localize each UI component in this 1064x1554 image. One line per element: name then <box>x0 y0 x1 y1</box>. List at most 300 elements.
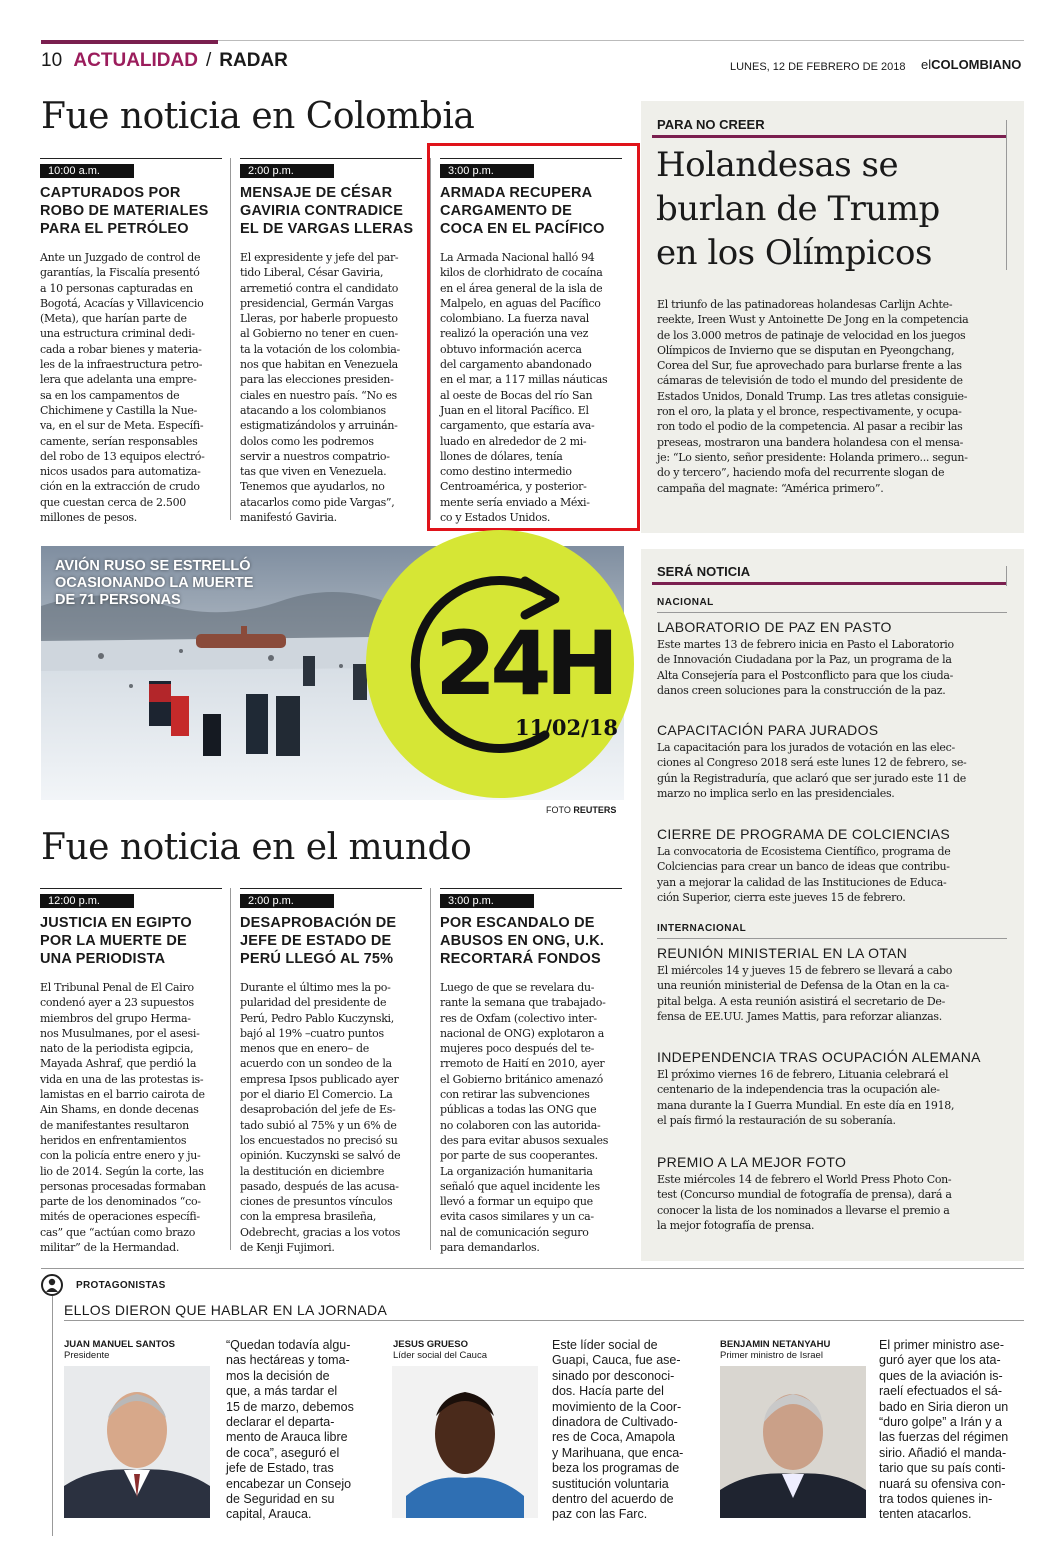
text-line: La Armada Nacional halló 94 <box>440 251 595 264</box>
text-line: yan a mejorar la calidad de las Instituciones de Educa- <box>657 875 947 889</box>
text-line: en el mar, a 117 millas náuticas <box>440 373 608 387</box>
text-line: reekte, Ireen Wust y Antoinette De Jong en la competencia <box>657 313 969 327</box>
text-line: Ante un Juzgado de control de <box>40 251 201 264</box>
person-icon <box>41 1274 63 1296</box>
time-label: 3:00 p.m. <box>440 164 534 178</box>
title-line: Holandesas se <box>656 145 899 185</box>
time-stamp <box>440 888 622 907</box>
text-line: condenó ayer a 23 supuestos <box>40 996 194 1010</box>
text-line: La organización humanitaria <box>440 1164 593 1178</box>
news-body <box>40 250 222 525</box>
text-line: garantías, la Fiscalía presentó <box>40 266 200 280</box>
text-line: Centroamérica, y posterior- <box>440 480 587 494</box>
internacional-label: INTERNACIONAL <box>657 923 747 934</box>
person-text <box>879 1338 1049 1523</box>
person-name: JESUS GRUESO <box>393 1339 468 1350</box>
section-name: ACTUALIDAD <box>73 50 198 71</box>
text-line: menos que en enero– de <box>240 1042 369 1056</box>
headline-line: GAVIRIA CONTRADICE <box>240 203 404 219</box>
text-line: nato de la periodista egipcia, <box>40 1042 194 1056</box>
text-line: dos. Hacía parte del <box>552 1384 664 1399</box>
person-role: Presidente <box>64 1350 110 1361</box>
caption-line: AVIÓN RUSO SE ESTRELLÓ <box>55 558 251 574</box>
text-line: el país firmó la restauración de su soberanía. <box>657 1113 896 1127</box>
column-divider <box>230 158 231 520</box>
text-line: realizó la operación una vez <box>440 327 589 341</box>
news-body <box>240 980 422 1255</box>
text-line: señaló que aquel incidente les <box>440 1179 600 1193</box>
text-line: parte de los denominados “co- <box>40 1195 201 1209</box>
text-line: presidencial, Germán Vargas <box>240 296 394 310</box>
person-text <box>226 1338 396 1523</box>
headline-line: POR ESCANDALO DE <box>440 915 595 931</box>
news-headline <box>240 914 422 968</box>
text-line: ción en la extracción de crudo <box>40 480 200 494</box>
text-line: El Tribunal Penal de El Cairo <box>40 981 194 994</box>
brand-logo <box>921 57 1021 72</box>
text-line: atacarlos como pide Vargas”, <box>240 495 395 509</box>
brand-name: COLOMBIANO <box>931 57 1022 72</box>
text-line: dolos como les podremos <box>240 434 374 448</box>
text-line: Chichimene y Castilla la Nue- <box>40 403 197 417</box>
text-line: des para evitar abusos sexuales <box>440 1133 609 1147</box>
time-stamp <box>40 888 222 907</box>
text-line: danos creen soluciones para la construcción de la paz. <box>657 683 946 697</box>
colombia-section-title: Fue noticia en Colombia <box>41 96 475 137</box>
text-line: por parte de sus cooperantes. <box>440 1149 598 1163</box>
text-line: sinado por desconoci- <box>552 1368 675 1383</box>
time-label: 12:00 p.m. <box>40 894 134 908</box>
text-line: con retirar las subvenciones <box>440 1088 590 1102</box>
text-line: La capacitación para los jurados de votación en las elec- <box>657 741 955 754</box>
text-line: fensa de EE.UU. James Mattis, para reforzar alianzas. <box>657 1009 942 1023</box>
text-line: bajó al 19% –cuatro puntos <box>240 1026 384 1040</box>
item-body <box>657 963 1017 1024</box>
text-line: manifestó Gaviria. <box>240 511 337 525</box>
text-line: Odebrecht, gracias a los votos <box>240 1225 401 1239</box>
text-line: luado en alrededor de 2 mi- <box>440 434 587 448</box>
text-line: del cargamento abandonado <box>440 358 592 372</box>
item-body <box>657 637 1017 698</box>
headline-line: CARGAMENTO DE <box>440 203 573 219</box>
item-body <box>657 844 1017 905</box>
text-line: sirio. Añadió el manda- <box>879 1445 1007 1460</box>
text-line: Este martes 13 de febrero inicia en Pasto el Laboratorio <box>657 638 954 651</box>
protagonistas-subtitle: ELLOS DIERON QUE HABLAR EN LA JORNADA <box>64 1302 388 1318</box>
text-line: Corea del Sur, fue aprovechado para burlarse frente a las <box>657 359 962 373</box>
credit-source: REUTERS <box>573 805 617 815</box>
text-line: 15 de marzo, debemos <box>226 1399 354 1414</box>
time-label: 10:00 a.m. <box>40 164 134 178</box>
text-line: al Gobierno no tener en cuen- <box>240 327 398 341</box>
text-line: mente sería enviado a Méxi- <box>440 495 590 509</box>
colombia-news-2 <box>240 158 422 525</box>
text-line: la mejor fotografía de prensa. <box>657 1218 815 1232</box>
sera-noticia-item <box>657 722 1017 801</box>
text-line: Luego de que se revelara du- <box>440 981 595 994</box>
24h-date: 11/02/18 <box>515 715 619 740</box>
text-line: Alta Consejería para el Postconflicto para que los ciuda- <box>657 668 954 682</box>
text-line: El primer ministro ase- <box>879 1338 1005 1352</box>
24h-label: 24H <box>435 612 614 715</box>
subsection-name: RADAR <box>219 50 288 71</box>
panel-accent-rule <box>652 582 1007 585</box>
news-headline <box>440 914 622 968</box>
para-no-creer-tag: PARA NO CREER <box>657 117 765 132</box>
text-line: encabezar un Consejo <box>226 1476 352 1491</box>
headline-line: ROBO DE MATERIALES <box>40 203 209 219</box>
page-number: 10 <box>41 50 63 71</box>
headline-line: EL DE VARGAS LLERAS <box>240 221 414 237</box>
protagonistas-tag: PROTAGONISTAS <box>76 1280 166 1291</box>
text-line: de manifestantes resultaron <box>40 1118 189 1132</box>
top-accent-bar <box>41 40 218 44</box>
text-line: centenario de la independencia tras la ocupación ale- <box>657 1083 940 1097</box>
text-line: colombiano. La fuerza naval <box>440 312 589 326</box>
page-header <box>41 50 288 72</box>
title-line: en los Olímpicos <box>656 233 932 273</box>
text-line: acuerdo con un sondeo de la <box>240 1057 392 1071</box>
person-role: Primer ministro de Israel <box>720 1350 823 1361</box>
person-role: Líder social del Cauca <box>393 1350 487 1361</box>
text-line: preseas, mostraron una bandera holandesa con el mensa- <box>657 435 964 449</box>
text-line: que cuestan cerca de 2.500 <box>40 495 186 509</box>
item-headline: CAPACITACIÓN PARA JURADOS <box>657 722 879 738</box>
mundo-news-1 <box>40 888 222 1255</box>
text-line: desaprobación del jefe de Es- <box>240 1103 396 1117</box>
text-line: do y tercero”, haciendo mofa del recurrente slogan de <box>657 466 945 480</box>
text-line: de Innovación Ciudadana por la Paz, un programa de la <box>657 653 952 667</box>
text-line: una reunión ministerial de Defensa de la Otan en la ca- <box>657 979 949 993</box>
headline-line: UNA PERIODISTA <box>40 951 166 967</box>
text-line: como destino intermedio <box>440 465 572 479</box>
news-body <box>240 250 422 525</box>
person-name: JUAN MANUEL SANTOS <box>64 1339 176 1350</box>
text-line: por el diario El Comercio. La <box>240 1088 393 1102</box>
text-line: sa en los campamentos de <box>40 388 180 402</box>
text-line: opinión. Kuczynski se salvó de <box>240 1149 401 1163</box>
text-line: Mayada Ashraf, que perdió la <box>40 1057 197 1071</box>
text-line: Olímpicos de Invierno que se disputan en Pyeongchang, <box>657 343 955 357</box>
text-line: raelí efectuados el sá- <box>879 1384 1002 1399</box>
text-line: nas hectáreas y toma- <box>226 1353 350 1368</box>
text-line: mos la decisión de <box>226 1368 330 1383</box>
person-name: BENJAMIN NETANYAHU <box>720 1339 831 1350</box>
text-line: kilos de clorhidrato de cocaína <box>440 266 603 280</box>
text-line: que, a más tardar el <box>226 1384 338 1399</box>
text-line: llones de dólares, tenía <box>440 449 563 463</box>
protagonistas-rule <box>41 1268 1024 1269</box>
text-line: no colaboren con las autorida- <box>440 1118 601 1132</box>
text-line: camente, serían responsables <box>40 434 198 448</box>
text-line: declarar el departa- <box>226 1415 335 1430</box>
issue-date: LUNES, 12 DE FEBRERO DE 2018 <box>730 61 906 73</box>
text-line: ciones al Congreso 2018 será este lunes 12 de febrero, se- <box>657 756 967 770</box>
headline-line: RECORTARÁ FONDOS <box>440 951 601 967</box>
text-line: pularidad del presidente de <box>240 996 387 1010</box>
text-line: tra todos quienes in- <box>879 1492 993 1507</box>
text-line: con la policía entre enero y ju- <box>40 1149 201 1163</box>
text-line: cada a robar bienes y materia- <box>40 342 202 356</box>
category-rule <box>657 612 1007 613</box>
text-line: Lleras, por haberle propuesto <box>240 312 398 326</box>
santos-photo <box>64 1366 210 1518</box>
text-line: lamistas en el barrio cairota de <box>40 1088 205 1102</box>
text-line: nos que habitan en Venezuela <box>240 358 398 372</box>
text-line: las fuerzas del régimen <box>879 1430 1009 1445</box>
person-text <box>552 1338 722 1523</box>
text-line: Ain Shams, en donde decenas <box>40 1103 199 1117</box>
text-line: La convocatoria de Ecosistema Científico, programa de <box>657 845 951 858</box>
text-line: movimiento de la Coor- <box>552 1399 682 1414</box>
text-line: tas que viven en Venezuela. <box>240 465 387 479</box>
title-line: burlan de Trump <box>656 189 940 229</box>
text-line: “duro golpe” a Irán y a <box>879 1415 1002 1430</box>
text-line: de los 3.000 metros de patinaje de velocidad en los juegos <box>657 328 966 342</box>
headline-line: JUSTICIA EN EGIPTO <box>40 915 192 931</box>
mundo-section-title: Fue noticia en el mundo <box>41 827 472 868</box>
text-line: tenten atacarlos. <box>879 1507 972 1522</box>
text-line: Guapi, Cauca, fue ase- <box>552 1353 681 1368</box>
item-headline: REUNIÓN MINISTERIAL EN LA OTAN <box>657 945 908 961</box>
text-line: mento de Arauca libre <box>226 1430 348 1445</box>
text-line: millones de pesos. <box>40 511 137 525</box>
text-line: nos Musulmanes, por el asesi- <box>40 1026 200 1040</box>
time-label: 3:00 p.m. <box>440 894 534 908</box>
text-line: vida en una de las protestas is- <box>40 1072 204 1086</box>
text-line: tario que su país conti- <box>879 1461 1006 1476</box>
text-line: El triunfo de las patinadoreas holandesas Carlijn Achte- <box>657 298 953 311</box>
text-line: arremetió contra el candidato <box>240 281 399 295</box>
text-line: test (Concurso mundial de fotografía de prensa), dará a <box>657 1188 952 1202</box>
text-line: va, en el sur de Meta. Específi- <box>40 419 204 433</box>
headline-line: PERÚ LLEGÓ AL 75% <box>240 951 394 967</box>
para-no-creer-body <box>657 297 1013 496</box>
text-line: para demandarlos. <box>440 1241 540 1255</box>
news-body <box>440 980 622 1255</box>
news-headline <box>40 914 222 968</box>
sera-noticia-item <box>657 945 1017 1024</box>
text-line: ron el oro, la plata y el bronce, respectivamente, y ocupa- <box>657 405 962 419</box>
credit-prefix: FOTO <box>546 805 571 815</box>
text-line: nuará su ofensiva con- <box>879 1476 1006 1491</box>
text-line: Perú, Pedro Pablo Kuczynski, <box>240 1011 394 1025</box>
text-line: una estructura criminal dedi- <box>40 327 195 341</box>
text-line: de Kenji Fujimori. <box>240 1241 335 1255</box>
sera-noticia-tag: SERÁ NOTICIA <box>657 564 751 579</box>
time-label: 2:00 p.m. <box>240 164 334 178</box>
text-line: ciones de presuntos vínculos <box>240 1195 393 1209</box>
text-line: ción Superior, cierra este jueves 15 de febrero. <box>657 890 906 904</box>
colombia-news-1 <box>40 158 222 525</box>
text-line: Estados Unidos, Donald Trump. Las tres atletas consiguie- <box>657 389 968 403</box>
protagonistas-sub-rule <box>64 1320 1024 1321</box>
para-no-creer-title <box>656 143 1006 275</box>
text-line: ta la votación de los colombia- <box>240 342 400 356</box>
text-line: nal de comunicación seguro <box>440 1225 589 1239</box>
text-line: ques de la aviación is- <box>879 1368 1003 1383</box>
item-body <box>657 740 1017 801</box>
headline-line: CAPTURADOS POR <box>40 185 181 201</box>
text-line: del robo de 13 equipos electró- <box>40 449 205 463</box>
text-line: res de Oxfam (colectivo inter- <box>440 1011 597 1025</box>
text-line: tado subió al 75% y un 6% de <box>240 1118 397 1132</box>
mundo-news-3 <box>440 888 622 1255</box>
text-line: Este líder social de <box>552 1338 658 1352</box>
text-line: pasado, después de las acusa- <box>240 1179 399 1193</box>
text-line: cámaras de televisión de todo el mundo del presidente de <box>657 374 963 388</box>
text-line: El próximo viernes 16 de febrero, Lituania celebrará el <box>657 1068 949 1081</box>
text-line: ron todo el podio de la competencia. Al pasar a recibir las <box>657 420 963 434</box>
text-line: heridos en enfrentamientos <box>40 1133 187 1147</box>
text-line: Durante el último mes la po- <box>240 981 391 994</box>
text-line: El expresidente y jefe del par- <box>240 251 399 264</box>
text-line: Este miércoles 14 de febrero el World Press Photo Con- <box>657 1173 952 1186</box>
text-line: públicas a todas las ONG que <box>440 1103 597 1117</box>
text-line: Tenemos que ayudarlos, no <box>240 480 385 494</box>
text-line: el Gobierno británico amenazó <box>440 1072 604 1086</box>
headline-line: DESAPROBACIÓN DE <box>240 915 397 931</box>
text-line: nacional de ONG) explotaron a <box>440 1026 605 1040</box>
time-stamp <box>240 158 422 177</box>
text-line: marzo no implica serlo en las presidenciales. <box>657 786 895 800</box>
panel-side-rule <box>1006 566 1007 586</box>
text-line: El miércoles 14 y jueves 15 de febrero se llevará a cabo <box>657 964 953 977</box>
brand-prefix: el <box>921 57 932 72</box>
text-line: mana durante la I Guerra Mundial. En este día en 1918, <box>657 1098 955 1112</box>
text-line: gún la Registraduría, que aclaró que ser jurado este 11 de <box>657 771 967 785</box>
text-line: los encuestados no precisó su <box>240 1133 398 1147</box>
text-line: estigmatizándolos y arruinán- <box>240 419 398 433</box>
text-line: de coca”, aseguró el <box>226 1445 340 1460</box>
headline-line: ABUSOS EN ONG, U.K. <box>440 933 605 949</box>
text-line: campaña del magnate: “América primero”. <box>657 481 884 495</box>
24h-badge <box>365 529 635 799</box>
text-line: res de Coca, Amapola <box>552 1430 675 1445</box>
text-line: Juan en el litoral Pacífico. El <box>440 403 589 417</box>
netanyahu-photo <box>720 1366 866 1518</box>
text-line: mités de operaciones específi- <box>40 1210 200 1224</box>
text-line: obtuvo información acerca <box>440 342 582 356</box>
text-line: lio de 2014. Según la corte, las <box>40 1164 204 1178</box>
text-line: atacando a los colombianos <box>240 403 386 417</box>
highlight-box <box>427 143 640 531</box>
text-line: de Seguridad en su <box>226 1492 335 1507</box>
grueso-photo <box>392 1366 538 1518</box>
headline-line: PARA EL PETRÓLEO <box>40 221 189 237</box>
column-divider <box>430 888 431 1250</box>
text-line: y Marihuana, que enca- <box>552 1445 684 1460</box>
text-line: servir a nuestros compatrio- <box>240 449 390 463</box>
text-line: dentro del acuerdo de <box>552 1492 674 1507</box>
text-line: dinadora de Cultivado- <box>552 1415 678 1430</box>
headline-line: ARMADA RECUPERA <box>440 185 593 201</box>
sera-noticia-item <box>657 826 1017 905</box>
text-line: para las elecciones presiden- <box>240 373 394 387</box>
caption-line: DE 71 PERSONAS <box>55 592 181 608</box>
text-line: nicos usados para automatiza- <box>40 465 201 479</box>
item-headline: PREMIO A LA MEJOR FOTO <box>657 1154 847 1170</box>
text-line: sustitución voluntaria <box>552 1476 669 1491</box>
item-headline: LABORATORIO DE PAZ EN PASTO <box>657 619 892 635</box>
panel-accent-rule <box>652 135 1007 138</box>
photo-caption <box>55 558 253 609</box>
text-line: miembros del grupo Herma- <box>40 1011 191 1025</box>
headline-line: MENSAJE DE CÉSAR <box>240 185 393 201</box>
text-line: les de la infraestructura petro- <box>40 358 203 372</box>
text-line: Bogotá, Acacías y Villavicencio <box>40 296 204 310</box>
headline-line: POR LA MUERTE DE <box>40 933 187 949</box>
text-line: rante la semana que trabajado- <box>440 996 606 1010</box>
item-body <box>657 1067 1017 1128</box>
news-headline <box>40 184 222 238</box>
text-line: lera que adelanta una empre- <box>40 373 197 387</box>
text-line: cargamento, que estaría ava- <box>440 419 595 433</box>
text-line: Malpelo, en aguas del Pacífico <box>440 296 601 310</box>
text-line: co y Estados Unidos. <box>440 511 551 525</box>
text-line: ciales en nuestro país. “No es <box>240 388 397 402</box>
text-line: beza los programas de <box>552 1461 680 1476</box>
text-line: conocer la lista de los nominados a llevarse el premio a <box>657 1203 950 1217</box>
text-line: a 10 personas capturadas en <box>40 281 193 295</box>
nacional-label: NACIONAL <box>657 597 714 608</box>
news-body <box>40 980 222 1255</box>
photo-credit <box>546 805 616 815</box>
headline-line: COCA EN EL PACÍFICO <box>440 221 605 237</box>
text-line: je: “Lo siento, señor presidente: Holanda primero... segun- <box>657 450 968 464</box>
sera-noticia-item <box>657 1154 1017 1233</box>
text-line: jefe de Estado, tras <box>226 1461 334 1476</box>
section-divider: / <box>205 50 212 71</box>
news-headline <box>240 184 422 238</box>
time-label: 2:00 p.m. <box>240 894 334 908</box>
text-line: “Quedan todavía algu- <box>226 1338 351 1352</box>
mundo-news-2 <box>240 888 422 1255</box>
sera-noticia-item <box>657 619 1017 698</box>
time-stamp <box>240 888 422 907</box>
text-line: la destitución en diciembre <box>240 1164 385 1178</box>
time-stamp <box>40 158 222 177</box>
text-line: personas procesadas formaban <box>40 1179 206 1193</box>
text-line: (Meta), que harían parte de <box>40 312 187 326</box>
text-line: Colciencias para crear un banco de ideas que contribu- <box>657 860 950 874</box>
text-line: llevó a formar un equipo que <box>440 1195 593 1209</box>
text-line: evita casos similares y un ca- <box>440 1210 594 1224</box>
item-headline: INDEPENDENCIA TRAS OCUPACIÓN ALEMANA <box>657 1049 981 1065</box>
item-body <box>657 1172 1017 1233</box>
protagonistas-side-rule <box>52 1296 53 1536</box>
text-line: con la empresa brasileña, <box>240 1210 377 1224</box>
item-headline: CIERRE DE PROGRAMA DE COLCIENCIAS <box>657 826 951 842</box>
text-line: pital belga. A esta reunión asistirá el secretario de De- <box>657 994 946 1008</box>
text-line: mujeres poco después del te- <box>440 1042 595 1056</box>
text-line: paz con las Farc. <box>552 1507 648 1522</box>
text-line: capital, Arauca. <box>226 1507 312 1522</box>
caption-line: OCASIONANDO LA MUERTE <box>55 575 254 591</box>
text-line: bado en Siria dieron un <box>879 1399 1009 1414</box>
text-line: empresa Ipsos publicado ayer <box>240 1072 399 1086</box>
sera-noticia-item <box>657 1049 1017 1128</box>
text-line: militar” de la Hermandad. <box>40 1241 180 1255</box>
text-line: tido Liberal, César Gaviria, <box>240 266 384 280</box>
headline-line: JEFE DE ESTADO DE <box>240 933 392 949</box>
text-line: cas” que “actúan como brazo <box>40 1225 196 1239</box>
column-divider <box>230 888 231 1250</box>
text-line: guró ayer que los ata- <box>879 1353 1001 1368</box>
category-rule <box>657 938 1007 939</box>
panel-side-rule <box>1006 120 1007 270</box>
text-line: rremoto de Haití en 2010, ayer <box>440 1057 605 1071</box>
